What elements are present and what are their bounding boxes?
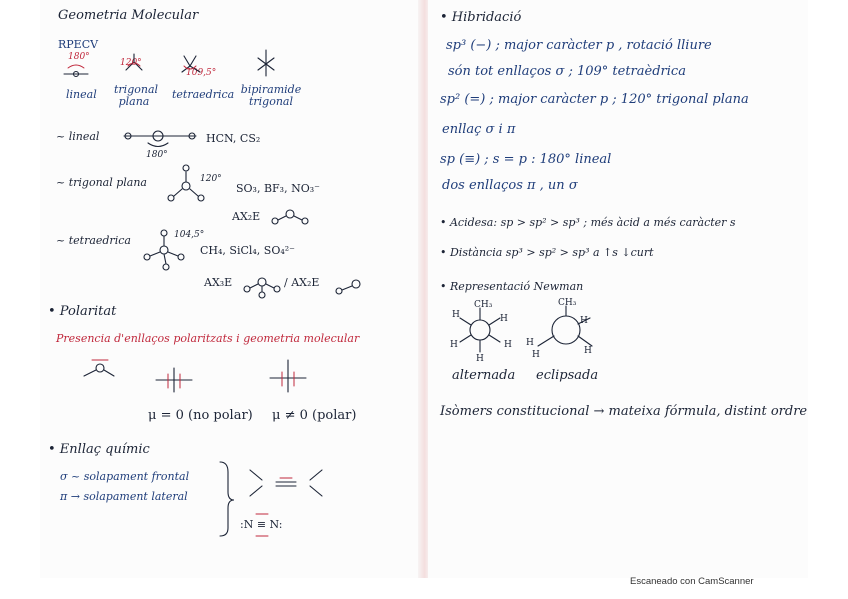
newman-h-1: H bbox=[452, 310, 460, 320]
ax2e-sketch bbox=[272, 210, 308, 224]
sp2-line-b: enllaç σ i π bbox=[442, 122, 516, 137]
sp3-line: sp³ (−) ; major caràcter p , rotació lliure bbox=[446, 38, 712, 53]
acidesa-line: • Acidesa: sp > sp² > sp³ ; més àcid a més caràcter s bbox=[440, 216, 736, 229]
tetra-row-angle: 104,5° bbox=[174, 230, 205, 240]
tetra-shape-sketch bbox=[182, 56, 200, 72]
trigonal-row-sub: AX₂E bbox=[232, 210, 261, 223]
ax3e-sketch bbox=[244, 278, 280, 298]
sp2-line: sp² (=) ; major caràcter p ; 120° trigonal plana bbox=[440, 92, 749, 107]
newman-ch3-b: CH₃ bbox=[558, 298, 577, 308]
trigonal-row-angle: 120° bbox=[200, 174, 222, 184]
newman-h-2: H bbox=[500, 314, 508, 324]
newman-title: • Representació Newman bbox=[440, 280, 584, 293]
trigonal-shape-sketch bbox=[126, 54, 142, 70]
sp-line: sp (≡) ; s = p : 180° lineal bbox=[440, 152, 612, 167]
enllas-title: • Enllaç químic bbox=[48, 442, 150, 457]
tetra-molecule-sketch bbox=[144, 230, 184, 270]
mu-nonzero-label: μ ≠ 0 (polar) bbox=[272, 408, 357, 423]
eclipsada-label: eclipsada bbox=[536, 368, 599, 383]
lineal-angle-arc bbox=[68, 65, 84, 68]
newman-h-3: H bbox=[450, 340, 458, 350]
trigonal-row-examples: SO₃, BF₃, NO₃⁻ bbox=[236, 182, 320, 195]
polaritat-desc: Presencia d'enllaços polaritzats i geometria molecular bbox=[56, 332, 360, 345]
angle-109-label: 109,5° bbox=[186, 68, 217, 78]
brace bbox=[220, 462, 234, 536]
lineal-row-angle: 180° bbox=[146, 150, 168, 160]
lineal-row-examples: HCN, CS₂ bbox=[206, 132, 261, 145]
page-title: Geometria Molecular bbox=[58, 8, 199, 23]
chcl3-sketch bbox=[270, 360, 306, 392]
ethylene-sketch bbox=[250, 470, 322, 496]
newman-h-6: H bbox=[526, 338, 534, 348]
pi-desc: π → solapament lateral bbox=[60, 490, 188, 503]
rpecv-label: RPECV bbox=[58, 38, 99, 51]
shape-lineal: lineal bbox=[66, 88, 97, 101]
newman-h-7: H bbox=[532, 350, 540, 360]
lineal-row-label: ~ lineal bbox=[56, 130, 100, 143]
shape-tetraedrica: tetraedrica bbox=[172, 88, 235, 101]
ccl4-sketch bbox=[156, 368, 192, 392]
newman-h-4: H bbox=[504, 340, 512, 350]
shape-bipiramide: bipiramide trigonal bbox=[240, 83, 302, 108]
shape-trigonal: trigonal plana bbox=[114, 83, 159, 108]
lineal-molecule-sketch bbox=[124, 131, 196, 147]
tetra-row-label: ~ tetraedrica bbox=[56, 234, 131, 247]
polaritat-title: • Polaritat bbox=[48, 304, 117, 319]
tetra-row-sub2: / AX₂E bbox=[284, 276, 320, 289]
isomeros-line: Isòmers constitucional → mateixa fórmula, distint ordre bbox=[440, 404, 808, 419]
newman-h-5: H bbox=[476, 354, 484, 364]
trigonal-row-label: ~ trigonal plana bbox=[56, 176, 147, 189]
ax2e-bent-sketch bbox=[336, 280, 360, 294]
newman-staggered bbox=[460, 308, 500, 352]
distancia-line: • Distància sp³ > sp² > sp³ a ↑s ↓curt bbox=[440, 246, 654, 259]
tetra-row-examples: CH₄, SiCl₄, SO₄²⁻ bbox=[200, 244, 295, 257]
n2-formula: :N ≡ N: bbox=[240, 518, 283, 531]
bipyramid-shape-sketch bbox=[258, 50, 274, 76]
hibridacio-title: • Hibridació bbox=[440, 10, 522, 25]
scanner-watermark: Escaneado con CamScanner bbox=[630, 576, 754, 587]
sigma-desc: σ ~ solapament frontal bbox=[60, 470, 190, 483]
newman-ch3-a: CH₃ bbox=[474, 300, 493, 310]
newman-h-8: H bbox=[584, 346, 592, 356]
newman-eclipsed bbox=[538, 306, 592, 346]
sp-line-b: dos enllaços π , un σ bbox=[442, 178, 578, 193]
mu-zero-label: μ = 0 (no polar) bbox=[148, 408, 253, 423]
lineal-shape-sketch bbox=[64, 72, 88, 77]
newman-h-9: H bbox=[580, 316, 588, 326]
angle-120-label: 120° bbox=[120, 58, 142, 68]
alternada-label: alternada bbox=[452, 368, 516, 383]
water-molecule-sketch bbox=[84, 364, 114, 376]
angle-180-label: 180° bbox=[68, 52, 90, 62]
trigonal-molecule-sketch bbox=[168, 165, 204, 201]
sp3-line-b: són tot enllaços σ ; 109° tetraèdrica bbox=[448, 64, 686, 79]
tetra-row-sub1: AX₃E bbox=[204, 276, 233, 289]
